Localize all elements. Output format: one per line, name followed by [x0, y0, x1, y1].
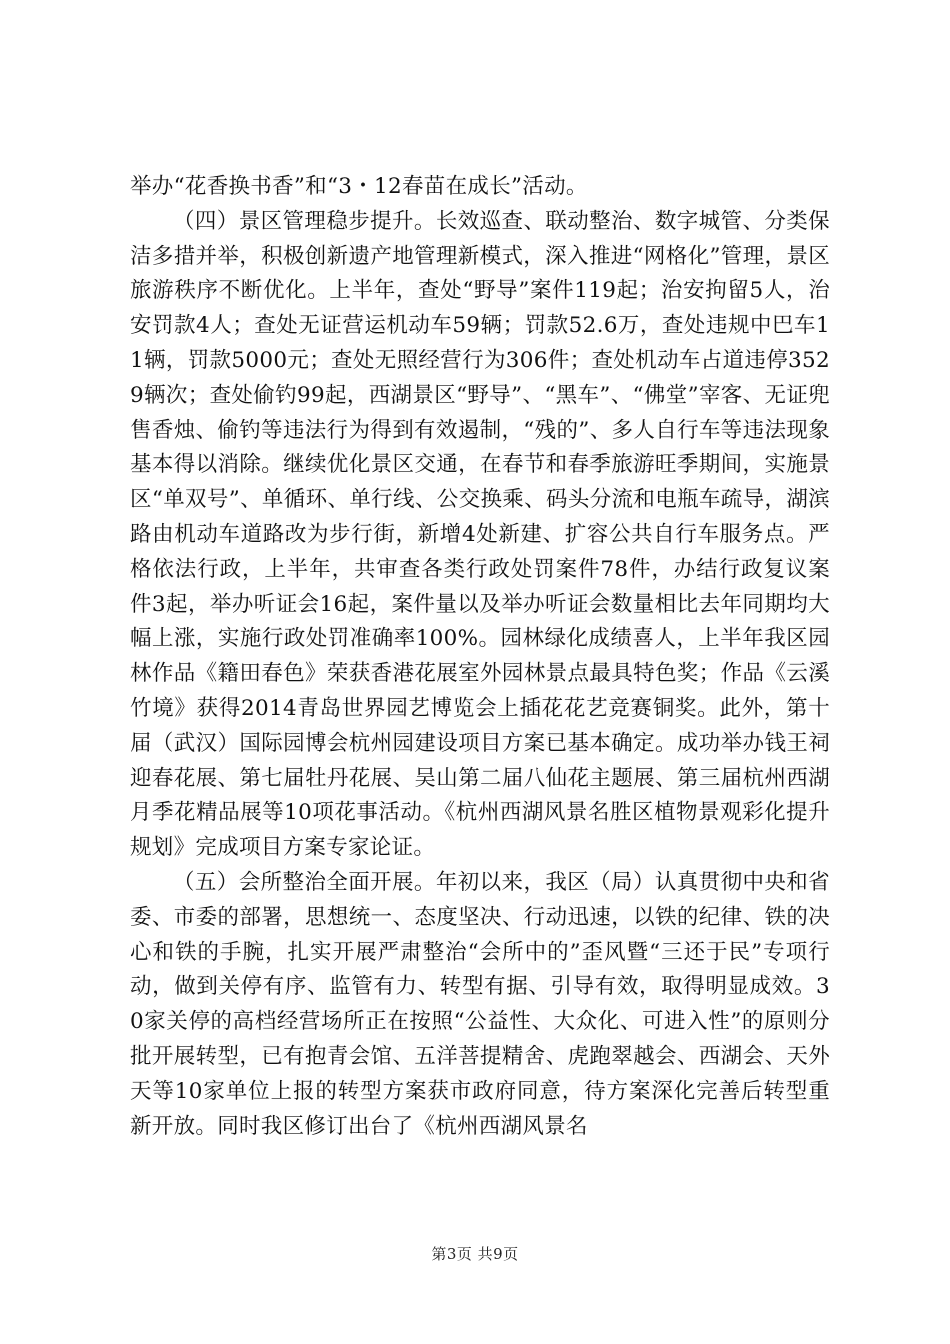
paragraph-scenic-management: （四）景区管理稳步提升。长效巡查、联动整治、数字城管、分类保洁多措并举，积极创新遗产地管理新模式，深入推进“网格化”管理，景区旅游秩序不断优化。上半年，查处“野导”案件119起；治安拘留5人，治安罚款4人；查处无证营运机动车59辆；罚款52.6万，查处违规中巴车11辆，罚款5000元；查处无照经营行为306件；查处机动车占道违停3529辆次；查处偷钓99起，西湖景区“野导”、“黑车”、“佛堂”宰客、无证兜售香烛、偷钓等违法行为得到有效遏制，“残的”、多人自行车等违法现象基本得以消除。继续优化景区交通，在春节和春季旅游旺季期间，实施景区“单双号”、单循环、单行线、公交换乘、码头分流和电瓶车疏导，湖滨路由机动车道路改为步行街，新增4处新建、扩容公共自行车服务点。严格依法行政，上半年，共审查各类行政处罚案件78件，办结行政复议案件3起，举办听证会16起，案件量以及举办听证会数量相比去年同期均大幅上涨，实施行政处罚准确率100%。园林绿化成绩喜人，上半年我区园林作品《籍田春色》荣获香港花展室外园林景点最具特色奖；作品《云溪竹境》获得2014青岛世界园艺博览会上插花花艺竞赛铜奖。此外，第十届（武汉）国际园博会杭州园建设项目方案已基本确定。成功举办钱王祠迎春花展、第七届牡丹花展、吴山第二届八仙花主题展、第三届杭州西湖月季花精品展等10项花事活动。《杭州西湖风景名胜区植物景观彩化提升规划》完成项目方案专家论证。	[130, 208, 830, 861]
page-footer: 第3页 共9页	[431, 1245, 519, 1263]
paragraph-club-rectification: （五）会所整治全面开展。年初以来，我区（局）认真贯彻中央和省委、市委的部署，思想统一、态度坚决、行动迅速，以铁的纪律、铁的决心和铁的手腕，扎实开展严肃整治“会所中的”歪风暨“三还于民”专项行动，做到关停有序、监管有力、转型有据、引导有效，取得明显成效。30家关停的高档经营场所正在按照“公益性、大众化、可进入性”的原则分批开展转型，已有抱青会馆、五洋菩提精舍、虎跑翠越会、西湖会、天外天等10家单位上报的转型方案获市政府同意，待方案深化完善后转型重新开放。同时我区修订出台了《杭州西湖风景名	[130, 869, 830, 1139]
paragraph-activity-continuation: 举办“花香换书香”和“3・12春苗在成长”活动。	[130, 174, 588, 199]
document-body	[130, 170, 830, 1144]
